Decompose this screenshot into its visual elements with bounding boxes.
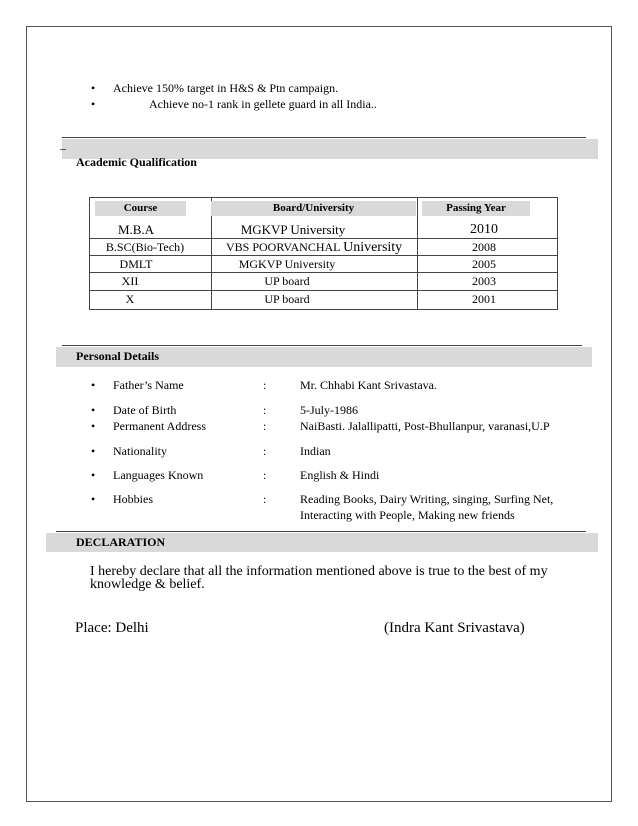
section-rule <box>56 531 586 532</box>
detail-label: Hobbies <box>113 492 153 506</box>
detail-label: Date of Birth <box>113 403 177 417</box>
bullet-icon: • <box>91 492 96 506</box>
table-cell-year: 2010 <box>470 222 498 237</box>
column-header-board: Board/University <box>211 201 416 216</box>
table-cell-board: VBS POORVANCHAL University <box>226 240 403 255</box>
table-cell-course: B.SC(Bio-Tech) <box>105 240 185 254</box>
table-cell-course: X <box>125 292 135 306</box>
detail-value: Indian <box>300 444 331 458</box>
declaration-line: knowledge & belief. <box>90 577 205 592</box>
table-rule <box>89 272 558 273</box>
table-cell-board: MGKVP University <box>240 222 346 237</box>
detail-separator: : <box>263 444 267 458</box>
detail-value: 5-July-1986 <box>300 403 358 417</box>
signature-name: (Indra Kant Srivastava) <box>384 620 525 636</box>
table-cell-course: DMLT <box>119 257 153 271</box>
declaration-line: I hereby declare that all the information mentioned above is true to the best of my <box>90 564 548 579</box>
detail-value: Reading Books, Dairy Writing, singing, Surfing Net, <box>300 492 554 506</box>
detail-separator: : <box>263 492 267 506</box>
bullet-icon: • <box>91 403 96 417</box>
section-rule <box>62 137 586 138</box>
detail-label: Languages Known <box>113 468 204 482</box>
detail-value-continuation: Interacting with People, Making new friends <box>300 508 515 522</box>
section-heading-declaration: DECLARATION <box>76 535 166 549</box>
place-line: Place: Delhi <box>75 620 149 636</box>
bullet-icon: • <box>91 419 96 433</box>
detail-label: Father’s Name <box>113 378 184 392</box>
detail-label: Permanent Address <box>113 419 206 433</box>
bullet-icon: • <box>91 468 96 482</box>
table-cell-board: MGKVP University <box>238 257 336 271</box>
table-cell-year: 2005 <box>472 257 496 271</box>
declaration-text <box>90 565 548 591</box>
detail-value: NaiBasti. Jalallipatti, Post-Bhullanpur, varanasi,U.P <box>300 419 550 433</box>
table-cell-board: UP board <box>264 274 310 288</box>
table-divider <box>417 197 418 310</box>
achievement-text: Achieve no-1 rank in gellete guard in all India.. <box>149 97 377 111</box>
detail-separator: : <box>263 468 267 482</box>
column-header-course: Course <box>95 201 186 216</box>
detail-separator: : <box>263 403 267 417</box>
detail-label: Nationality <box>113 444 167 458</box>
detail-value: Mr. Chhabi Kant Srivastava. <box>300 378 437 392</box>
table-rule <box>89 290 558 291</box>
detail-separator: : <box>263 419 267 433</box>
section-heading-personal: Personal Details <box>76 349 159 363</box>
table-cell-year: 2001 <box>472 292 496 306</box>
achievement-text: Achieve 150% target in H&S & Ptn campaign. <box>113 81 339 95</box>
table-cell-course: M.B.A <box>117 222 155 237</box>
section-heading-academic: Academic Qualification <box>76 155 197 169</box>
column-header-year: Passing Year <box>422 201 530 216</box>
stray-mark: _ <box>60 137 66 151</box>
bullet-icon: • <box>91 444 96 458</box>
bullet-icon: • <box>91 378 96 392</box>
table-rule <box>89 238 558 239</box>
bullet-icon: • <box>91 81 96 95</box>
detail-separator: : <box>263 378 267 392</box>
table-cell-year: 2008 <box>472 240 496 254</box>
section-rule <box>62 345 582 346</box>
bullet-icon: • <box>91 97 96 111</box>
table-cell-course: XII <box>121 274 139 288</box>
table-cell-board: UP board <box>264 292 310 306</box>
detail-value: English & Hindi <box>300 468 380 482</box>
table-cell-year: 2003 <box>472 274 496 288</box>
